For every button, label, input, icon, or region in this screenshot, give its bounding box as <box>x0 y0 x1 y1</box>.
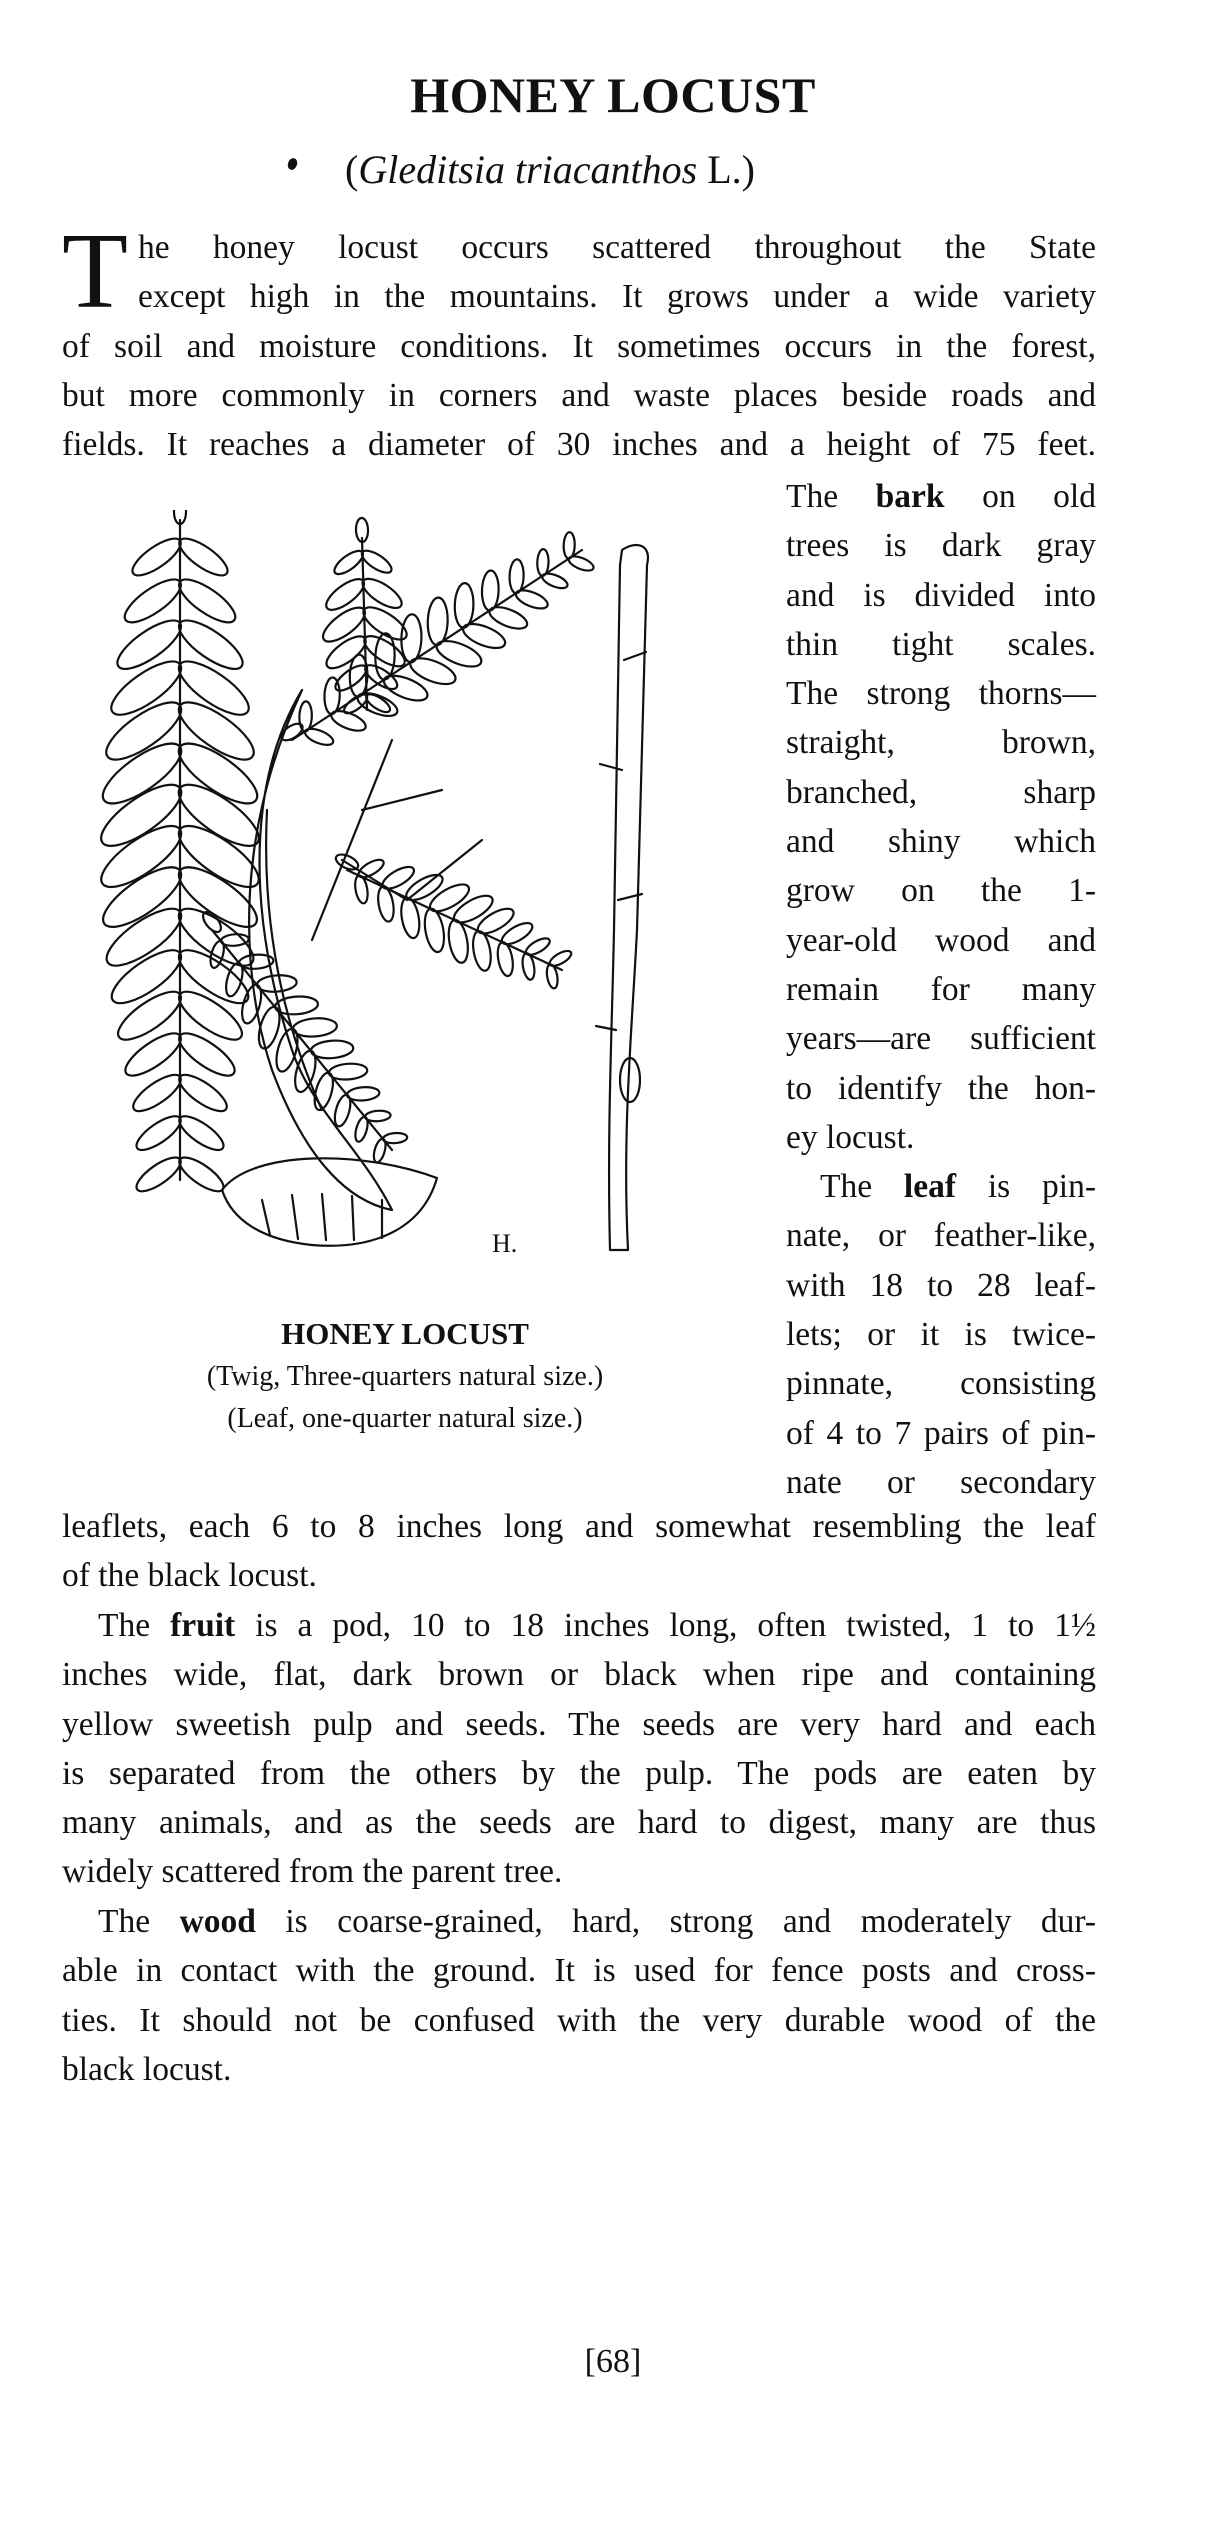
pod-seam <box>266 810 322 1110</box>
column-line: branched, sharp <box>786 773 1096 811</box>
leaflet <box>238 983 264 1026</box>
text-run: The <box>820 1168 904 1206</box>
leaflet <box>372 1138 388 1164</box>
text-run: The <box>98 1607 171 1644</box>
leaflet <box>407 653 459 689</box>
bark-leaf-column <box>786 472 1096 1507</box>
page-title: HONEY LOCUST <box>410 67 816 123</box>
column-line: with 18 to 28 leaf- <box>786 1266 1096 1304</box>
leaflet <box>509 559 524 593</box>
leaflet <box>329 707 369 735</box>
column-line: year-old wood and <box>786 921 1096 959</box>
body-line <box>62 1897 1096 1946</box>
column-line: years—are sufficient <box>786 1020 1096 1058</box>
leaflet <box>474 904 517 938</box>
body-line <box>62 1601 1096 1650</box>
leaflet <box>540 571 569 591</box>
leaflet <box>303 726 335 749</box>
leaflet <box>172 612 249 677</box>
intro-line: fields. It reaches a diameter of 30 inches and a height of 75 feet. <box>62 426 1096 464</box>
column-line: to identify the hon- <box>786 1069 1096 1107</box>
leaflet <box>450 891 496 928</box>
leaflet <box>347 1086 380 1102</box>
body-line: yellow sweetish pulp and seeds. The seeds are very hard and each <box>62 1705 1096 1743</box>
leaf-continued <box>62 1502 1096 1601</box>
leaflet <box>353 1116 370 1143</box>
leaflet <box>299 701 312 731</box>
caption-title: HONEY LOCUST <box>281 1316 529 1351</box>
column-line: and shiny which <box>786 823 1096 861</box>
body-line: inches wide, flat, dark brown or black when ripe and containing <box>62 1656 1096 1694</box>
honey-locust-illustration <box>62 510 742 1280</box>
column-line: The strong thorns— <box>786 675 1096 713</box>
wood-paragraph <box>62 1897 1096 2094</box>
leaflet <box>93 774 190 856</box>
column-line: and is divided into <box>786 576 1096 614</box>
leaflet <box>328 1062 367 1080</box>
leaflet <box>563 532 575 559</box>
leaflet <box>95 857 190 937</box>
column-line: nate or secondary <box>786 1463 1096 1501</box>
leaflet <box>111 612 188 677</box>
intro-line: but more commonly in corners and waste places beside roads and <box>62 376 1096 414</box>
intro-line: except high in the mountains. It grows under a wide variety <box>137 278 1096 316</box>
column-line: grow on the 1- <box>786 872 1096 910</box>
body-line: many animals, and as the seeds are hard to digest, many are thus <box>62 1804 1096 1842</box>
leaflet <box>221 933 250 946</box>
column-line: thin tight scales. <box>786 625 1096 663</box>
text-run: is pin- <box>956 1168 1096 1206</box>
body-line: able in contact with the ground. It is used for fence posts and cross- <box>62 1952 1096 1990</box>
leaflet <box>99 899 189 975</box>
body-line: black locust. <box>62 2050 232 2088</box>
term-wood: wood <box>179 1903 256 1940</box>
leaflet <box>256 974 297 993</box>
seed-pod <box>249 690 392 1210</box>
leaflet <box>175 1110 229 1155</box>
leaflet <box>174 532 232 581</box>
leaflet <box>132 1152 186 1197</box>
drop-cap: T <box>62 212 128 331</box>
column-line: straight, brown, <box>786 724 1096 762</box>
column-line: trees is dark gray <box>786 527 1096 565</box>
column-line: lets; or it is twice- <box>786 1316 1096 1354</box>
leaflet <box>310 1039 354 1060</box>
column-line: nate, or feather-like, <box>786 1217 1096 1255</box>
leaflet <box>318 602 370 648</box>
scientific-name <box>345 146 755 193</box>
leaflet <box>322 631 371 674</box>
text-run: on old <box>944 478 1096 515</box>
figure-caption <box>90 1312 720 1440</box>
leaflet <box>127 532 185 581</box>
leaflet <box>567 553 596 573</box>
term-leaf: leaf <box>903 1168 957 1206</box>
term-fruit: fruit <box>170 1607 236 1644</box>
leaflet <box>426 879 473 916</box>
leaflet <box>292 1017 337 1038</box>
bullet-mark <box>286 157 299 171</box>
body-line: is separated from the others by the pulp. The pods are eaten by <box>62 1754 1096 1792</box>
scientific-name-binomial: Gleditsia triacanthos <box>358 147 698 192</box>
intro-line: he honey locust occurs scattered throughout the State <box>137 229 1096 266</box>
column-line <box>786 472 1096 521</box>
column-line <box>786 1162 1096 1211</box>
intro-paragraph <box>62 212 1096 469</box>
leaflet <box>324 677 340 714</box>
leaflet <box>537 549 549 576</box>
leaflet <box>175 1152 229 1197</box>
leaflet <box>331 547 367 578</box>
thorns <box>312 740 482 940</box>
column-line: ey locust. <box>786 1118 915 1156</box>
leaflet <box>383 1132 408 1144</box>
leaflet <box>487 603 530 633</box>
term-bark: bark <box>875 478 945 515</box>
scientific-name-authority: L.) <box>697 147 755 192</box>
body-line: leaflets, each 6 to 8 inches long and somewhat resembling the leaf <box>62 1508 1096 1545</box>
text-run: The <box>786 478 876 515</box>
body-line: of the black locust. <box>62 1557 317 1595</box>
leaflet <box>514 587 551 613</box>
text-run: is a pod, 10 to 18 inches long, often twisted, 1 to 1½ <box>235 1607 1096 1644</box>
leaflet <box>365 1110 391 1122</box>
column-line: remain for many <box>786 970 1096 1008</box>
artist-mark: H. <box>492 1229 518 1258</box>
caption-line: (Twig, Three-quarters natural size.) <box>206 1361 604 1392</box>
leaflet <box>454 583 474 628</box>
leaflet <box>403 870 447 905</box>
column-line: of 4 to 7 pairs of pin- <box>786 1414 1096 1452</box>
text-run: is coarse-grained, hard, strong and moderately dur- <box>255 1903 1096 1940</box>
caption-line: (Leaf, one-quarter natural size.) <box>227 1403 583 1434</box>
leaflet <box>433 636 484 672</box>
fruit-paragraph <box>62 1601 1096 1897</box>
leaflet <box>427 597 448 645</box>
intro-line: of soil and moisture conditions. It sometimes occurs in the forest, <box>62 327 1096 365</box>
leaflet <box>132 1110 186 1155</box>
body-line: ties. It should not be confused with the very durable wood of the <box>62 2001 1096 2039</box>
leaflet <box>170 774 267 856</box>
text-run: The <box>98 1903 180 1940</box>
leaflet <box>332 1093 353 1128</box>
page-number: [68] <box>584 2343 642 2380</box>
body-line: widely scattered from the parent tree. <box>62 1853 563 1891</box>
leaflet <box>481 570 499 611</box>
scientific-name-open-paren: ( <box>345 147 359 192</box>
leaflet <box>93 816 190 898</box>
leaflet <box>379 863 417 893</box>
leaflet <box>499 919 536 948</box>
column-line: pinnate, consisting <box>786 1365 1096 1403</box>
